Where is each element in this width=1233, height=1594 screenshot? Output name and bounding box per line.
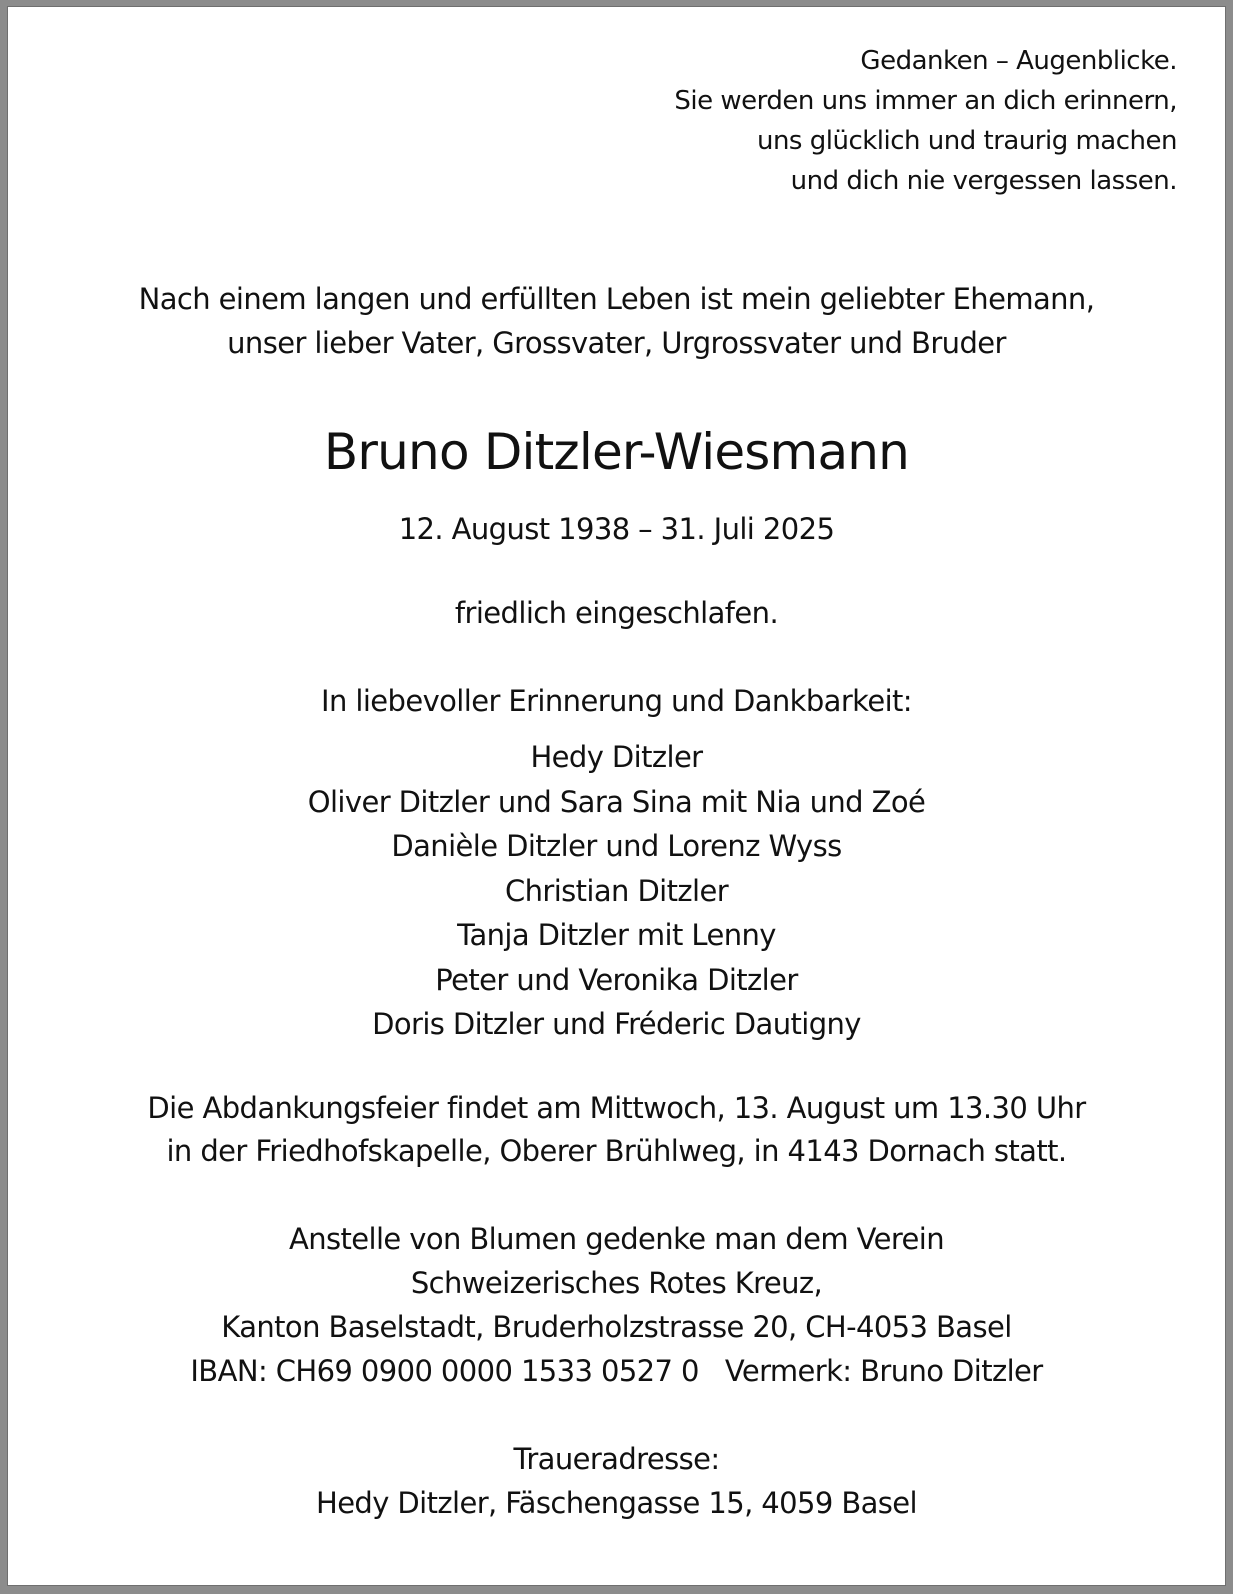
poem	[674, 41, 1177, 201]
mourners-heading: In liebevoller Erinnerung und Dankbarkeit:	[321, 684, 912, 718]
mourning-address: Hedy Ditzler, Fäschengasse 15, 4059 Basel	[315, 1486, 917, 1520]
mourner-name: Christian Ditzler	[504, 873, 729, 908]
obituary-notice	[7, 6, 1226, 1586]
mourners-list	[8, 735, 1225, 1047]
mourner-name: Danièle Ditzler und Lorenz Wyss	[391, 829, 842, 863]
donation-line-1: Anstelle von Blumen gedenke man dem Verein	[288, 1222, 945, 1256]
intro-line-1: Nach einem langen und erfüllten Leben ist mein geliebter Ehemann,	[138, 282, 1095, 316]
mourner-name: Oliver Ditzler und Sara Sina mit Nia und Zoé	[307, 784, 926, 819]
intro-line-2: unser lieber Vater, Grossvater, Urgrossvater und Bruder	[227, 326, 1006, 360]
mourning-address-label: Traueradresse:	[513, 1442, 720, 1476]
donation-line-3: Kanton Baselstadt, Bruderholzstrasse 20, CH-4053 Basel	[221, 1310, 1012, 1344]
donation-iban: IBAN: CH69 0900 0000 1533 0527 0	[190, 1354, 699, 1388]
ceremony-line-2: in der Friedhofskapelle, Oberer Brühlweg, in 4143 Dornach statt.	[166, 1134, 1067, 1168]
deceased-name: Bruno Ditzler-Wiesmann	[323, 423, 910, 481]
donation-line-2: Schweizerisches Rotes Kreuz,	[410, 1266, 823, 1300]
poem-line: und dich nie vergessen lassen.	[790, 166, 1177, 196]
mourner-name: Doris Ditzler und Fréderic Dautigny	[372, 1007, 861, 1041]
ceremony-line-1: Die Abdankungsfeier findet am Mittwoch, 13. August um 13.30 Uhr	[147, 1091, 1086, 1125]
poem-line: Gedanken – Augenblicke.	[860, 46, 1177, 76]
donation-note: Vermerk: Bruno Ditzler	[724, 1354, 1043, 1388]
poem-line: uns glücklich und traurig machen	[756, 126, 1177, 156]
life-dates: 12. August 1938 – 31. Juli 2025	[398, 512, 835, 546]
poem-line: Sie werden uns immer an dich erinnern,	[674, 86, 1177, 116]
mourner-name: Hedy Ditzler	[530, 740, 703, 774]
passing-status: friedlich eingeschlafen.	[454, 596, 779, 630]
donation-bank-line	[8, 1354, 1225, 1388]
mourner-name: Tanja Ditzler mit Lenny	[457, 918, 776, 952]
mourner-name: Peter und Veronika Ditzler	[435, 962, 798, 997]
